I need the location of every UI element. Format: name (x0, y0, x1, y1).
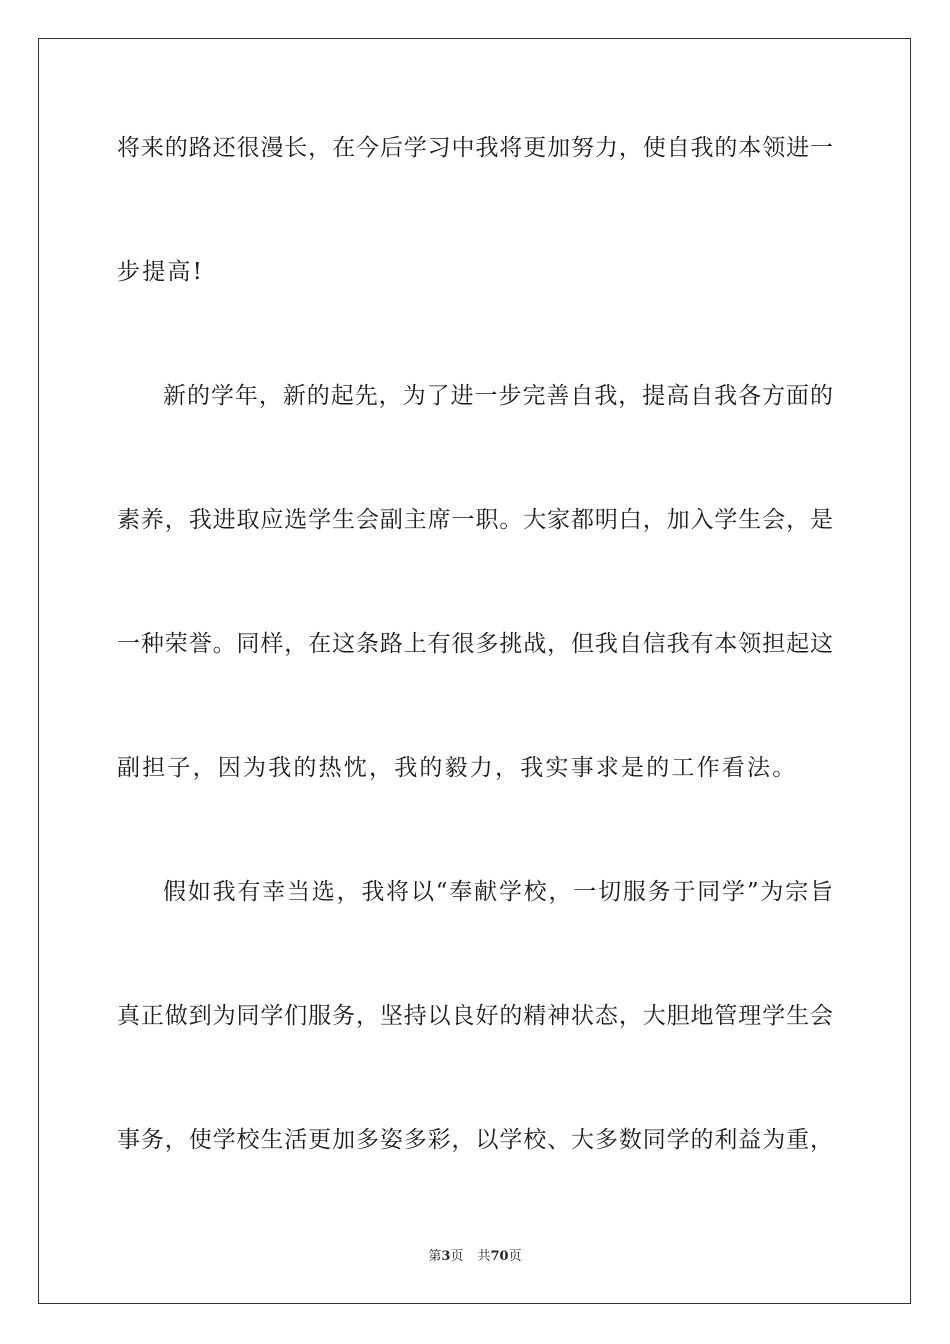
text-line-1: 将来的路还很漫长，在今后学习中我将更加努力，使自我的本领进一 (117, 135, 833, 161)
text-line-3-paragraph-start: 新的学年，新的起先，为了进一步完善自我，提高自我各方面的 (163, 383, 833, 409)
footer-page-number: 3 (441, 1249, 451, 1264)
text-line-2: 步提高! (117, 259, 205, 285)
text-line-5: 一种荣誉。同样，在这条路上有很多挑战，但我自信我有本领担起这 (117, 631, 833, 657)
footer-page-prefix: 第 (428, 1249, 442, 1264)
footer-total-suffix: 页 (508, 1249, 522, 1264)
text-line-7-paragraph-start: 假如我有幸当选，我将以“奉献学校，一切服务于同学”为宗旨 (163, 879, 833, 905)
footer-total-pages: 70 (490, 1249, 509, 1264)
text-line-4: 素养，我进取应选学生会副主席一职。大家都明白，加入学生会，是 (117, 507, 833, 533)
text-line-8: 真正做到为同学们服务，坚持以良好的精神状态，大胆地管理学生会 (117, 1003, 833, 1029)
page-border (38, 38, 911, 1304)
footer-total-prefix: 共 (477, 1249, 491, 1264)
footer-page-suffix: 页 (450, 1249, 464, 1264)
text-line-6: 副担子，因为我的热忱，我的毅力，我实事求是的工作看法。 (117, 755, 798, 781)
text-line-9: 事务，使学校生活更加多姿多彩，以学校、大多数同学的利益为重， (117, 1127, 833, 1153)
page-footer (0, 1248, 950, 1266)
